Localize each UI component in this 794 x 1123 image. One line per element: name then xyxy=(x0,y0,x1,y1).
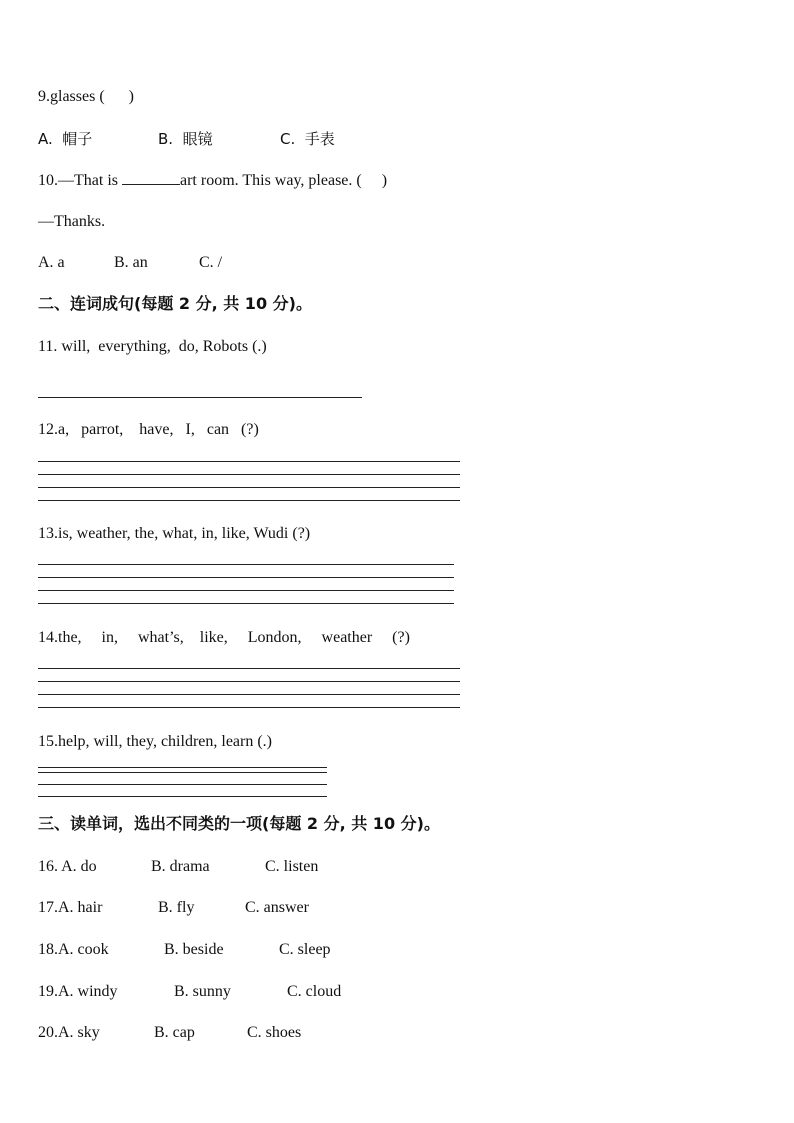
question-9-option-c: C. 手表 xyxy=(280,130,335,148)
answer-line[interactable] xyxy=(38,796,327,797)
question-9-option-b: B. 眼镜 xyxy=(158,130,213,148)
question-12-stem: 12.a, parrot, have, I, can (?) xyxy=(38,421,259,438)
question-19-option-a: 19.A. windy xyxy=(38,983,118,1000)
question-10-reply: —Thanks. xyxy=(38,213,106,230)
answer-line[interactable] xyxy=(38,577,454,578)
section-3-heading: 三、读单词，选出不同类的一项(每题 2 分, 共 10 分)。 xyxy=(38,814,440,833)
question-13-stem: 13.is, weather, the, what, in, like, Wudi (?) xyxy=(38,525,311,542)
question-9-option-a: A. 帽子 xyxy=(38,130,93,148)
answer-blank[interactable] xyxy=(122,170,180,185)
answer-line[interactable] xyxy=(38,397,362,398)
answer-line[interactable] xyxy=(38,603,454,604)
question-19-option-b: B. sunny xyxy=(174,983,231,1000)
question-17-option-c: C. answer xyxy=(245,899,309,916)
question-10-option-c: C. / xyxy=(199,254,223,271)
answer-line[interactable] xyxy=(38,487,460,488)
answer-line[interactable] xyxy=(38,707,460,708)
question-19-option-c: C. cloud xyxy=(287,983,342,1000)
section-2-heading: 二、连词成句(每题 2 分, 共 10 分)。 xyxy=(38,294,312,313)
question-16-option-b: B. drama xyxy=(151,858,210,875)
answer-line[interactable] xyxy=(38,772,327,773)
question-20-option-c: C. shoes xyxy=(247,1024,302,1041)
answer-line[interactable] xyxy=(38,564,454,565)
question-15-stem: 15.help, will, they, children, learn (.) xyxy=(38,733,272,750)
question-18-option-b: B. beside xyxy=(164,941,224,958)
answer-line[interactable] xyxy=(38,784,327,785)
question-18-option-c: C. sleep xyxy=(279,941,331,958)
answer-line[interactable] xyxy=(38,681,460,682)
question-17-option-b: B. fly xyxy=(158,899,195,916)
question-10-option-b: B. an xyxy=(114,254,148,271)
question-10-stem xyxy=(38,170,387,191)
question-10-stem-start: 10.—That is xyxy=(38,172,122,189)
answer-line[interactable] xyxy=(38,500,460,501)
question-16-option-a: 16. A. do xyxy=(38,858,97,875)
question-17-option-a: 17.A. hair xyxy=(38,899,103,916)
question-18-option-a: 18.A. cook xyxy=(38,941,109,958)
answer-line[interactable] xyxy=(38,590,454,591)
question-20-option-b: B. cap xyxy=(154,1024,195,1041)
question-14-stem: 14.the, in, what’s, like, London, weather (?) xyxy=(38,629,410,646)
question-20-option-a: 20.A. sky xyxy=(38,1024,100,1041)
answer-line[interactable] xyxy=(38,668,460,669)
answer-line[interactable] xyxy=(38,474,460,475)
answer-line[interactable] xyxy=(38,694,460,695)
question-9-stem: 9.glasses ( ) xyxy=(38,88,134,105)
question-11-stem: 11. will, everything, do, Robots (.) xyxy=(38,338,267,355)
answer-line[interactable] xyxy=(38,461,460,462)
question-10-option-a: A. a xyxy=(38,254,65,271)
question-10-stem-end: art room. This way, please. ( ) xyxy=(180,172,388,189)
answer-line[interactable] xyxy=(38,767,327,768)
question-16-option-c: C. listen xyxy=(265,858,319,875)
